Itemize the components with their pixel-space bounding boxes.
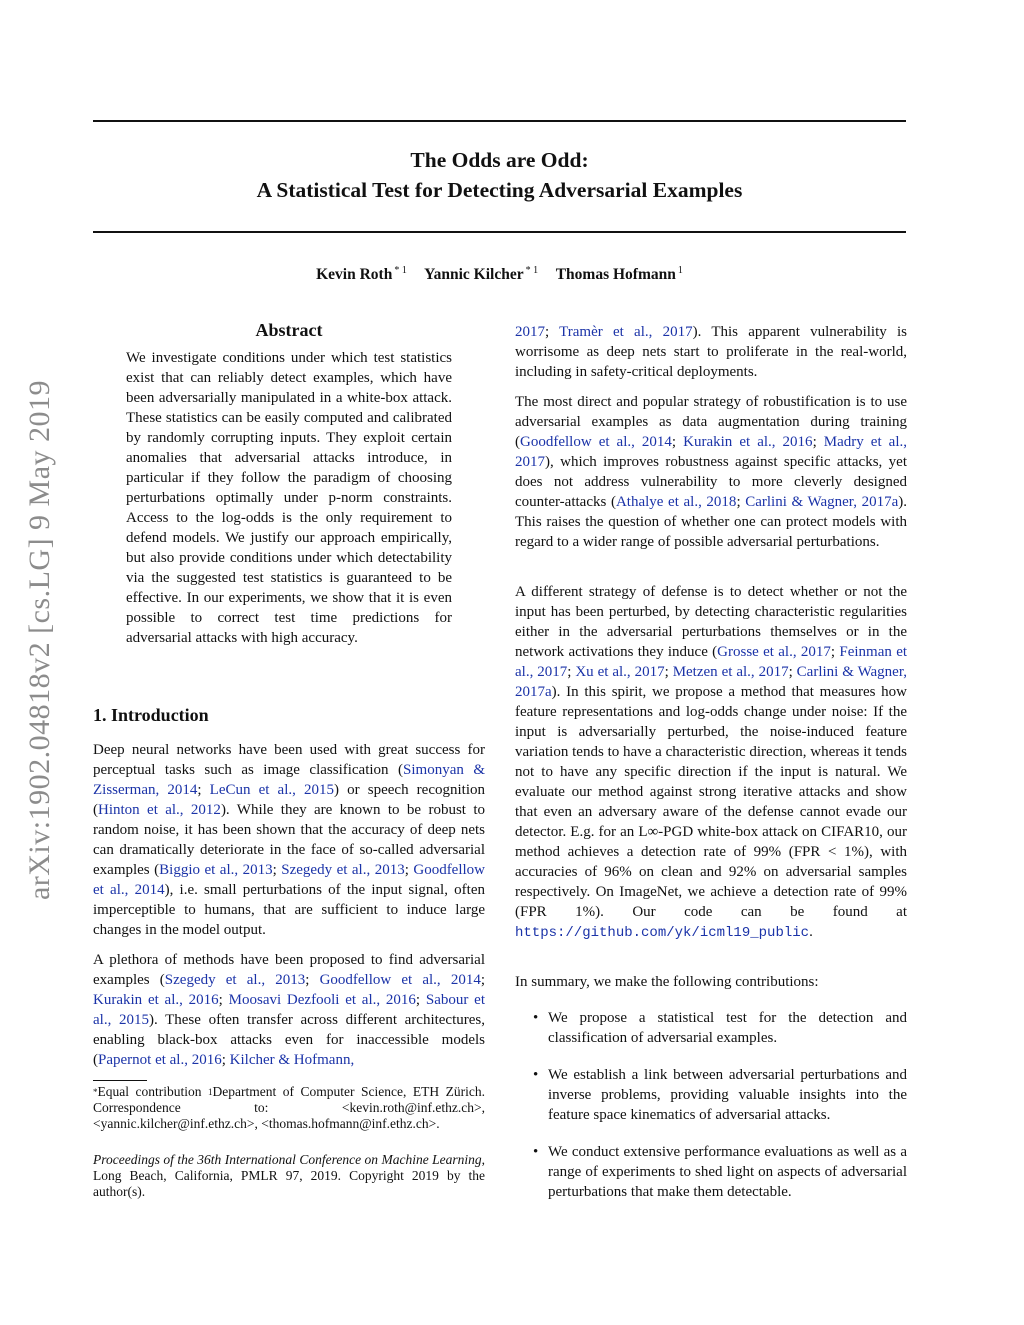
intro-paragraph-1: Deep neural networks have been used with great success for perceptual tasks such as image classification (Simonyan & Zisserman, 2014; LeCun et al., 2015) or speech recognition (Hinton et al., 2012). While they are known to be robust to random noise, it has been shown that the accuracy of deep nets can dramatically deteriorate in the face of so-called adversarial examples (Biggio et al., 2013; Szegedy et al., 2013; Goodfellow et al., 2014), i.e. small perturbations of the input signal, often imperceptible to humans, that are sufficient to induce large changes in the model output. [93, 742, 486, 938]
citation-link[interactable]: Madry et al., 2017 [515, 434, 907, 470]
author-name: Kevin Roth [316, 266, 393, 283]
footnote-affiliation: *Equal contribution $^1$Department of Computer Science, ETH Zürich. Correspondence to: <kevin.roth@inf.ethz.ch>, <yannic.kilcher@inf.ethz.ch>, <thomas.hofmann@inf.ethz.ch>. [93, 1084, 485, 1131]
citation-link[interactable]: Hinton et al., 2012 [98, 802, 221, 818]
title-bottom-rule [93, 231, 906, 233]
citation-link[interactable]: Sabour et al., 2015 [93, 992, 485, 1028]
citation-link[interactable]: Szegedy et al., 2013 [281, 862, 405, 878]
citation-link[interactable]: Athalye et al., 2018 [615, 494, 737, 510]
citation-link[interactable]: Kurakin et al., 2016 [93, 992, 219, 1008]
paper-title-line1: The Odds are Odd: [410, 148, 589, 172]
contributions-intro: In summary, we make the following contributions: [515, 974, 819, 990]
citation-link[interactable]: Simonyan & Zisserman, 2014 [93, 762, 485, 798]
author-list [93, 266, 906, 284]
list-item-text: We propose a statistical test for the detection and classification of adversarial examples. [548, 1010, 907, 1046]
bullet-dot-icon: • [533, 1067, 539, 1083]
citation-link[interactable]: Metzen et al., 2017 [672, 664, 789, 680]
citation-link[interactable]: Carlini & Wagner, 2017a [745, 494, 899, 510]
footnote-proceedings: Proceedings of the 36th International Conference on Machine Learning, Long Beach, California, PMLR 97, 2019. Copyright 2019 by the author(s). [93, 1152, 485, 1199]
introduction-heading: 1. Introduction [93, 705, 209, 725]
author-marks: 1 [677, 265, 683, 276]
paper-title-line2: A Statistical Test for Detecting Adversarial Examples [256, 178, 743, 202]
abstract-body [126, 348, 452, 648]
citation-link[interactable]: Xu et al., 2017 [575, 664, 665, 680]
citation-link[interactable]: Kurakin et al., 2016 [683, 434, 813, 450]
author-marks: * 1 [394, 265, 407, 276]
citation-link[interactable]: Moosavi Dezfooli et al., 2016 [228, 992, 416, 1008]
bullet-dot-icon: • [533, 1010, 539, 1026]
intro-paragraph-2: A plethora of methods have been proposed to find adversarial examples (Szegedy et al., 2013; Goodfellow et al., 2014; Kurakin et al., 2016; Moosavi Dezfooli et al., 2016; Sabour et al., 2015). These often transfer across different architectures, enabling black-box attacks even for inaccessible models (Papernot et al., 2016; Kilcher & Hofmann, [93, 952, 486, 1068]
citation-link[interactable]: 2017 [515, 324, 545, 340]
list-item-text: We conduct extensive performance evaluations as well as a range of experiments to shed light on aspects of adversarial perturbations that make them detectable. [548, 1144, 907, 1200]
abstract-text: We investigate conditions under which test statistics exist that can reliably detect examples, which have been adversarially manipulated in a white-box attack. These statistics can be easily computed and calibrated by randomly corrupting inputs. They exploit certain anomalies that adversarial attacks introduce, in particular if they follow the paradigm of choosing perturbations optimally under p-norm constraints. Access to the log-odds is the only requirement to defend models. We justify our approach empirically, but also provide conditions under which detectability via the suggested test statistics is guaranteed to be effective. In our experiments, we show that it is even possible to correct test time predictions for adversarial attacks with high accuracy. [126, 350, 452, 646]
citation-link[interactable]: LeCun et al., 2015 [209, 782, 335, 798]
arxiv-sidebar-stamp: arXiv:1902.04818v2 [cs.LG] 9 May 2019 [23, 379, 56, 901]
citation-link[interactable]: Szegedy et al., 2013 [164, 972, 306, 988]
citation-link[interactable]: Carlini & Wagner, 2017a [515, 664, 907, 700]
title-top-rule [93, 120, 906, 122]
bullet-dot-icon: • [533, 1144, 539, 1160]
citation-link[interactable]: Biggio et al., 2013 [159, 862, 273, 878]
citation-link[interactable]: Goodfellow et al., 2014 [319, 972, 481, 988]
footnote-rule [93, 1080, 147, 1081]
code-url-link[interactable]: https://github.com/yk/icml19_public [515, 925, 810, 941]
citation-link[interactable]: Tramèr et al., 2017 [559, 324, 693, 340]
right-paragraph-0: 2017; Tramèr et al., 2017). This apparent vulnerability is worrisome as deep nets start to proliferate in the real-world, including in safety-critical deployments. [515, 324, 907, 380]
citation-link[interactable]: Papernot et al., 2016 [98, 1052, 222, 1068]
citation-link[interactable]: Grosse et al., 2017 [717, 644, 831, 660]
abstract-heading: Abstract [255, 320, 323, 340]
author-name: Yannic Kilcher [424, 266, 524, 283]
citation-link[interactable]: Feinman et al., 2017 [515, 644, 908, 680]
right-paragraph-2: A different strategy of defense is to detect whether or not the input has been perturbed, by detecting characteristic regularities either in the adversarial perturbations themselves or in the network activations they induce (Grosse et al., 2017; Feinman et al., 2017; Xu et al., 2017; Metzen et al., 2017; Carlini & Wagner, 2017a). In this spirit, we propose a method that measures how feature representations and log-odds change under noise: If the input is adversarially perturbed, the noise-induced feature variation tends to have a characteristic direction, whereas it tends not to have any specific direction if the input is natural. We evaluate our method against strong iterative attacks and show that even an adversary aware of the defense cannot evade our detector. E.g. for an L∞-PGD white-box attack on CIFAR10, our method achieves a detection rate of 99% (FPR < 1%), with accuracies of 96% on clean and 92% on adversarial samples respectively. On ImageNet, we achieve a detection rate of 99% (FPR 1%). Our code can be found at https://github.com/yk/icml19_public. [515, 584, 908, 941]
citation-link[interactable]: Goodfellow et al., 2014 [93, 862, 486, 898]
author-marks: * 1 [525, 265, 539, 276]
author-name: Thomas Hofmann [555, 266, 676, 283]
right-paragraph-1: The most direct and popular strategy of robustification is to use adversarial examples as data augmentation during training (Goodfellow et al., 2014; Kurakin et al., 2016; Madry et al., 2017), which improves robustness against specific attacks, yet does not address vulnerability to more cleverly designed counter-attacks (Athalye et al., 2018; Carlini & Wagner, 2017a). This raises the question of whether one can protect models with regard to a wider range of possible adversarial perturbations. [515, 394, 907, 550]
list-item-text: We establish a link between adversarial perturbations and inverse problems, providing valuable insights into the feature space kinematics of adversarial attacks. [548, 1067, 907, 1123]
citation-link[interactable]: Kilcher & Hofmann, [229, 1052, 355, 1068]
citation-link[interactable]: Goodfellow et al., 2014 [520, 434, 672, 450]
